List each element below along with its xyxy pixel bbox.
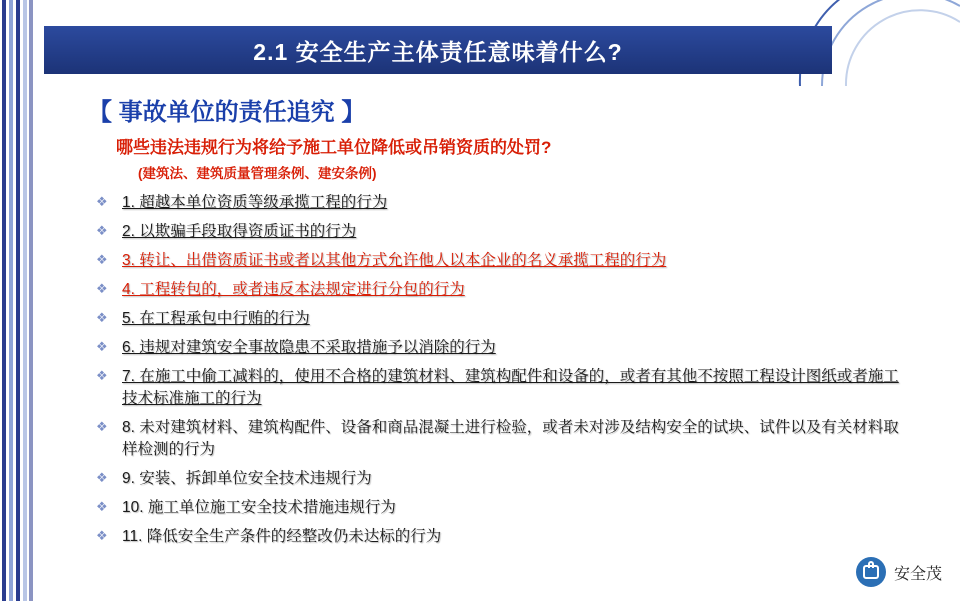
list-item (44, 308, 944, 330)
list-item (44, 366, 944, 410)
sub-question: 哪些违法违规行为将给予施工单位降低或吊销资质的处罚? (116, 138, 552, 157)
section-heading: 【 事故单位的责任追究 】 (88, 99, 366, 126)
diamond-bullet-icon: ❖ (96, 281, 108, 296)
list-item-label: 9. 安装、拆卸单位安全技术违规行为 (122, 470, 372, 487)
list-item-label (122, 250, 666, 272)
list-item-label: 10. 施工单位施工安全技术措施违规行为 (122, 499, 396, 516)
diamond-bullet-icon: ❖ (96, 470, 108, 485)
list-item-underlined-text: 1. 超越本单位资质等级承揽工程的行为 (122, 194, 388, 211)
list-item (44, 417, 944, 461)
violation-list (44, 192, 944, 548)
list-item-underlined-text: 3. 转让、出借资质证书或者以其他方式允许他人以本企业的名义承揽工程的行为 (122, 252, 667, 269)
sub-note: (建筑法、建筑质量管理条例、建安条例) (138, 166, 377, 181)
list-item-label (122, 221, 356, 243)
stripe-2 (9, 0, 13, 601)
diamond-bullet-icon: ❖ (96, 499, 108, 514)
diamond-bullet-icon: ❖ (96, 528, 108, 543)
stripe-1 (2, 0, 6, 601)
list-item-label: 8. 未对建筑材料、建筑构配件、设备和商品混凝土进行检验，或者未对涉及结构安全的试块、试件以及有关材料取样检测的行为 (122, 419, 899, 458)
list-item (44, 468, 944, 490)
diamond-bullet-icon: ❖ (96, 419, 108, 434)
list-item-label (122, 366, 912, 410)
list-item-label (122, 308, 310, 330)
diamond-bullet-icon: ❖ (96, 194, 108, 209)
list-item-label (122, 337, 496, 359)
list-item (44, 279, 944, 301)
list-item-label (122, 279, 465, 301)
diamond-bullet-icon: ❖ (96, 223, 108, 238)
shield-lock-icon (856, 557, 886, 587)
list-item-underlined-text: 5. 在工程承包中行贿的行为 (122, 310, 310, 327)
watermark-label: 安全茂 (893, 565, 942, 583)
list-item (44, 250, 944, 272)
stripe-3 (16, 0, 20, 601)
list-item (44, 526, 944, 548)
stripe-4 (23, 0, 27, 601)
list-item (44, 337, 944, 359)
diamond-bullet-icon: ❖ (96, 339, 108, 354)
list-item-underlined-text: 7. 在施工中偷工减料的，使用不合格的建筑材料、建筑构配件和设备的，或者有其他不按照工程设计图纸或者施工技术标准施工的行为 (122, 368, 899, 407)
list-item (44, 221, 944, 243)
page-title: 2.1 安全生产主体责任意味着什么? (253, 38, 623, 65)
diamond-bullet-icon: ❖ (96, 368, 108, 383)
list-item-label: 11. 降低安全生产条件的经整改仍未达标的行为 (122, 528, 442, 545)
list-item-underlined-text: 6. 违规对建筑安全事故隐患不采取措施予以消除的行为 (122, 339, 496, 356)
diamond-bullet-icon: ❖ (96, 252, 108, 267)
watermark (856, 557, 942, 587)
diamond-bullet-icon: ❖ (96, 310, 108, 325)
list-item-underlined-text: 2. 以欺骗手段取得资质证书的行为 (122, 223, 357, 240)
list-item-underlined-text: 4. 工程转包的，或者违反本法规定进行分包的行为 (122, 281, 465, 298)
list-item-label (122, 192, 387, 214)
list-item (44, 497, 944, 519)
slide-content (44, 86, 944, 555)
left-decorative-band (0, 0, 34, 601)
slide-title-bar (44, 26, 832, 74)
list-item (44, 192, 944, 214)
stripe-5 (29, 0, 33, 601)
